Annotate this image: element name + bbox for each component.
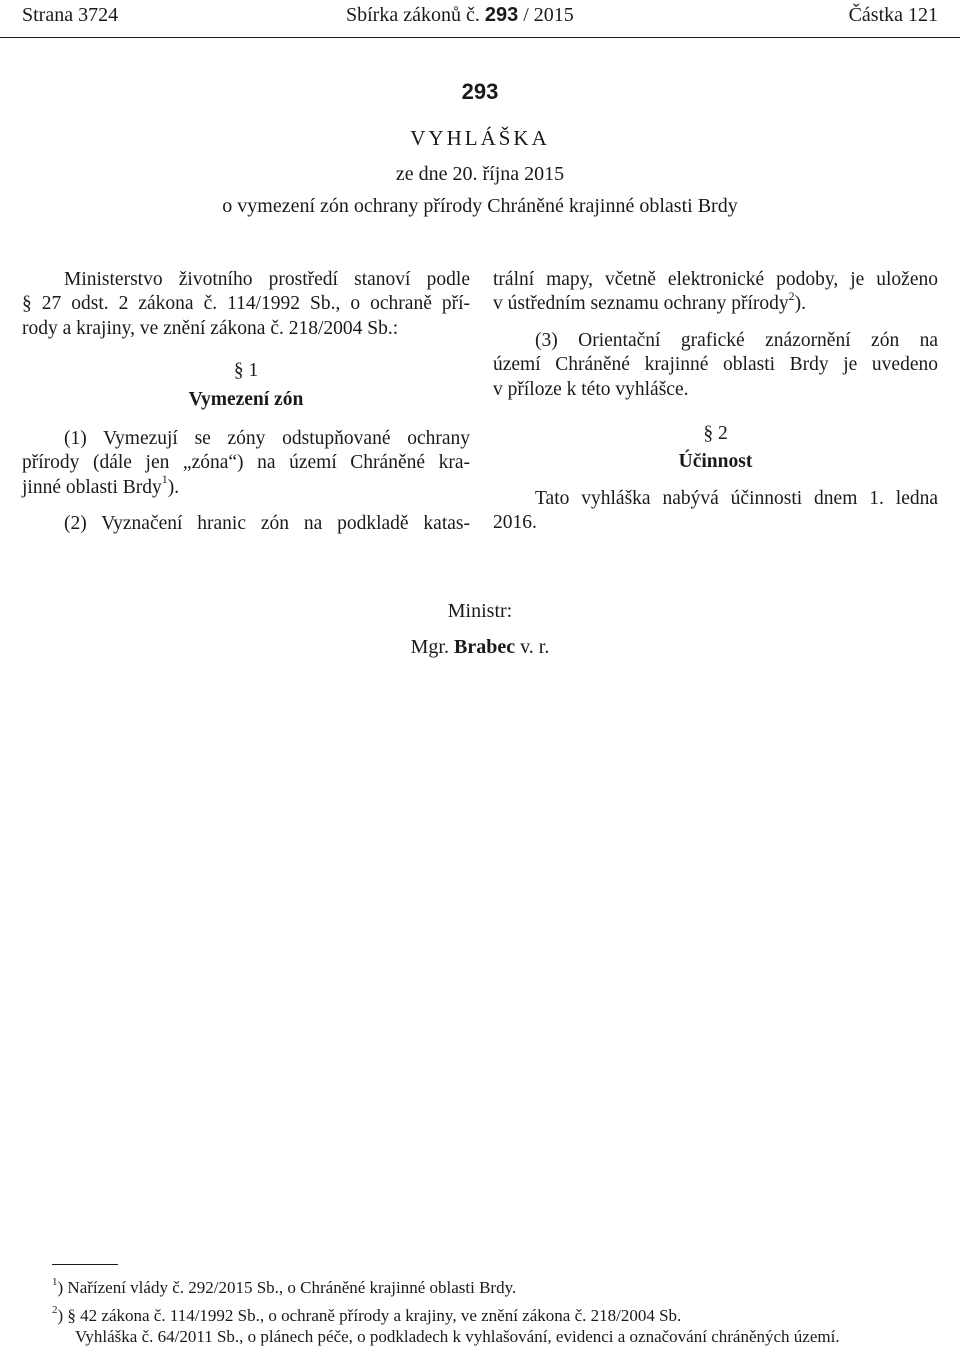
footnote-1: [52, 1277, 952, 1298]
paragraph-1-line: přírody (dále jen „zóna“) na území Chráněné kra-: [22, 452, 470, 474]
collection-reference: [346, 3, 574, 27]
left-column: [22, 268, 470, 537]
signature-surname: Brabec: [453, 636, 516, 658]
collection-prefix: Sbírka zákonů č.: [346, 4, 480, 26]
preamble-line: Ministerstvo životního prostředí stanoví podle: [64, 269, 470, 290]
signature-role: Ministr:: [447, 600, 513, 622]
footnote-2: [52, 1305, 952, 1326]
paragraph-2-line: trální mapy, včetně elektronické podoby, je uloženo: [493, 269, 938, 290]
document-subject: o vymezení zón ochrany přírody Chráněné krajinné oblasti Brdy: [222, 195, 738, 217]
paragraph-1-line: [22, 472, 470, 500]
paragraph-1-line: (1) Vymezují se zóny odstupňované ochrany: [64, 428, 470, 450]
paragraph-1-text: jinné oblasti Brdy: [22, 476, 162, 498]
section-1-title: Vymezení zón: [188, 388, 304, 410]
preamble-line: § 27 odst. 2 zákona č. 114/1992 Sb., o ochraně pří-: [22, 293, 470, 315]
part-number: Částka 121: [848, 4, 938, 26]
paragraph-2-line: (2) Vyznačení hranic zón na podkladě katas-: [64, 513, 470, 535]
collection-year: / 2015: [523, 4, 574, 26]
footnote-1-text: ) Nařízení vlády č. 292/2015 Sb., o Chráněné krajinné oblasti Brdy.: [57, 1278, 517, 1297]
paragraph-1-end: ).: [167, 476, 180, 498]
paragraph-3-line: území Chráněné krajinné oblasti Brdy je uvedeno: [493, 354, 938, 376]
section-2-symbol: § 2: [703, 423, 728, 445]
footnote-ref-2[interactable]: 2: [788, 288, 795, 303]
footnote-2-continuation: Vyhláška č. 64/2011 Sb., o plánech péče, o podkladech k vyhlašování, evidenci a označování chráněných území.: [75, 1327, 840, 1346]
paragraph-3-line: v příloze k této vyhlášce.: [493, 378, 689, 400]
effect-line: 2016.: [493, 512, 537, 534]
page-number: Strana 3724: [22, 4, 119, 26]
footnote-1-mark: 1: [52, 1276, 58, 1289]
right-column: [493, 268, 938, 536]
document-type: VYHLÁŠKA: [410, 126, 550, 150]
effect-line: Tato vyhláška nabývá účinnosti dnem 1. ledna: [535, 487, 938, 509]
collection-number: 293: [484, 4, 519, 26]
header-rule: [0, 37, 960, 38]
section-2-title: Účinnost: [678, 451, 753, 473]
footnote-rule: [52, 1264, 118, 1265]
paragraph-3-line: (3) Orientační grafické znázornění zón na: [535, 329, 938, 351]
footnote-2-text: ) § 42 zákona č. 114/1992 Sb., o ochraně přírody a krajiny, ve znění zákona č. 218/2004 Sb.: [57, 1306, 682, 1325]
footnote-ref-1[interactable]: 1: [161, 472, 168, 487]
document-number: 293: [461, 79, 499, 104]
signature-name: [0, 635, 960, 659]
signature-suffix: v. r.: [520, 636, 550, 658]
preamble-line: rody a krajiny, ve znění zákona č. 218/2004 Sb.:: [22, 317, 399, 339]
paragraph-2-end: ).: [794, 293, 807, 315]
paragraph-2-line: [493, 288, 938, 316]
signature-title: Mgr.: [410, 636, 449, 658]
section-1-symbol: § 1: [233, 360, 259, 382]
paragraph-2-text: v ústředním seznamu ochrany přírody: [493, 293, 789, 315]
document-date: ze dne 20. října 2015: [395, 163, 565, 185]
footnote-2-mark: 2: [52, 1304, 58, 1317]
